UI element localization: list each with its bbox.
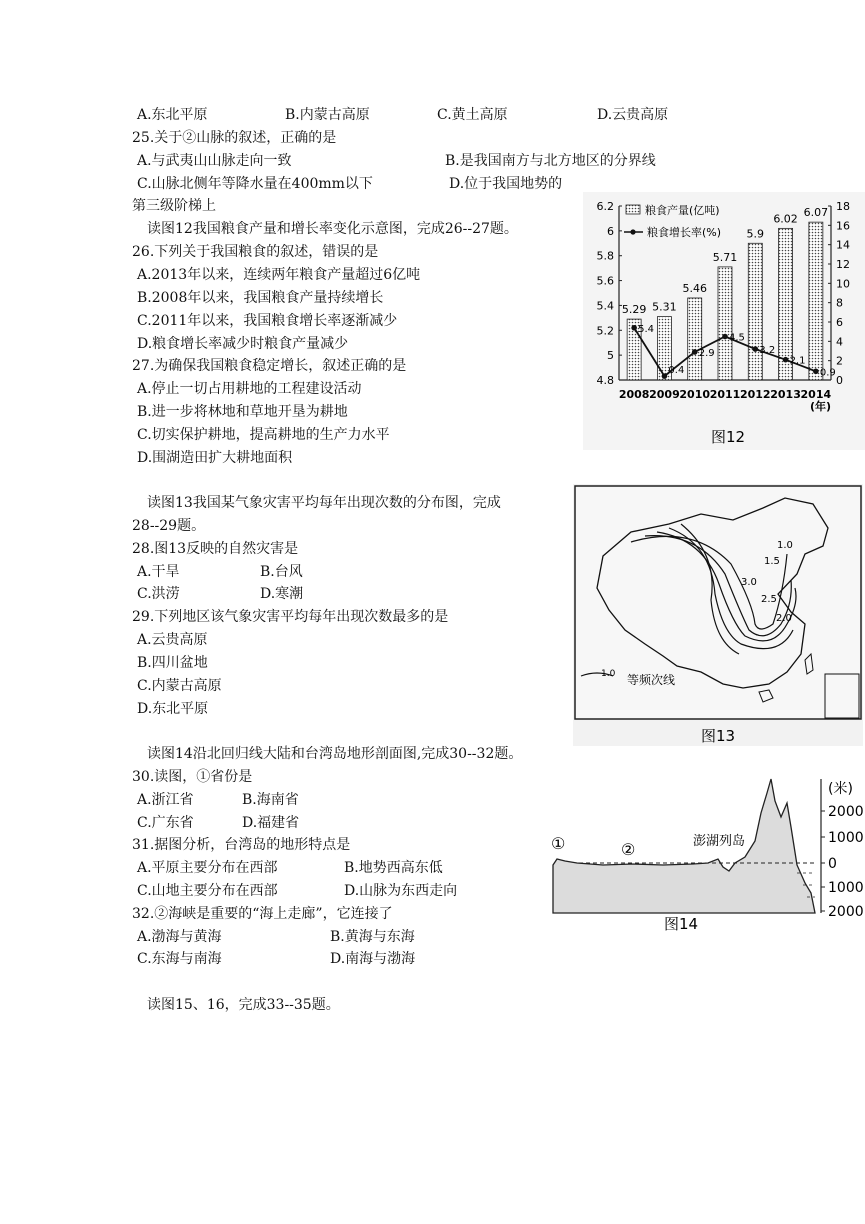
q29-option-b: B.四川盆地 <box>137 655 208 671</box>
q28-option-d: D.寒潮 <box>260 586 304 602</box>
q24-option-c: C.黄土高原 <box>437 107 508 123</box>
q29-option-a: A.云贵高原 <box>137 632 208 648</box>
growth-rate-label: 2.1 <box>789 355 806 367</box>
right-tick-label: 6 <box>836 316 843 329</box>
left-tick-label: 6.2 <box>596 200 614 213</box>
x-tick-label: 2014 <box>800 388 832 401</box>
right-tick-label: 18 <box>836 200 850 213</box>
x-tick-label: 2012 <box>739 388 771 401</box>
x-tick-label: 2010 <box>679 388 711 401</box>
isoline-label: 2.0 <box>776 613 792 624</box>
q31-stem: 31.据图分析，台湾岛的地形特点是 <box>132 837 351 853</box>
production-value-label: 6.02 <box>773 212 798 226</box>
growth-rate-label: 0.4 <box>668 365 685 377</box>
growth-rate-label: 3.2 <box>759 345 776 357</box>
production-bar <box>748 243 762 380</box>
fig13-intro-cont: 28--29题。 <box>132 518 206 534</box>
q29-option-d: D.东北平原 <box>137 701 209 717</box>
q28-option-a: A.干旱 <box>137 564 180 580</box>
production-bar <box>688 298 702 380</box>
q27-option-a: A.停止一切占用耕地的工程建设活动 <box>137 381 362 397</box>
q25-stem: 25.关于②山脉的叙述，正确的是 <box>132 130 337 146</box>
elevation-tick-label: 1000 <box>828 830 864 846</box>
right-tick-label: 0 <box>836 374 843 387</box>
x-tick-label: 2009 <box>649 388 680 401</box>
legend-value: 1.0 <box>601 669 616 679</box>
q25-option-d-cont: 第三级阶梯上 <box>132 198 216 214</box>
production-value-label: 5.46 <box>682 281 707 295</box>
q28-option-b: B.台风 <box>260 564 303 580</box>
q28-stem: 28.图13反映的自然灾害是 <box>132 541 299 557</box>
q24-option-b: B.内蒙古高原 <box>285 107 370 123</box>
x-tick-label: 2013 <box>770 388 801 401</box>
fig12-intro: 读图12我国粮食产量和增长率变化示意图，完成26--27题。 <box>147 221 518 237</box>
marker-1: ① <box>551 834 566 853</box>
production-value-label: 5.29 <box>621 303 647 317</box>
right-tick-label: 2 <box>836 354 843 368</box>
growth-rate-point <box>631 325 637 331</box>
land-profile <box>553 779 815 913</box>
q28-option-c: C.洪涝 <box>137 586 180 602</box>
q29-option-c: C.内蒙古高原 <box>137 678 222 694</box>
right-tick-label: 16 <box>836 219 850 233</box>
growth-rate-label: 5.4 <box>638 323 655 335</box>
figure-13-caption: 图13 <box>700 727 736 745</box>
legend-line-marker <box>630 229 635 234</box>
q32-option-d: D.南海与渤海 <box>330 951 416 967</box>
figure-12-caption: 图12 <box>710 428 746 446</box>
right-tick-label: 10 <box>836 277 850 291</box>
right-tick-label: 14 <box>836 238 850 252</box>
q32-option-a: A.渤海与黄海 <box>137 929 222 945</box>
q25-option-d: D.位于我国地势的 <box>449 176 563 192</box>
figure-14 <box>543 773 865 937</box>
q30-option-a: A.浙江省 <box>137 792 194 808</box>
q26-option-b: B.2008年以来，我国粮食产量持续增长 <box>137 290 384 306</box>
terrain-profile <box>543 773 865 937</box>
q25-option-a: A.与武夷山山脉走向一致 <box>137 153 292 169</box>
q26-option-d: D.粮食增长率减少时粮食产量减少 <box>137 336 349 352</box>
q25-option-b: B.是我国南方与北方地区的分界线 <box>445 153 656 169</box>
x-tick-label: 2008 <box>618 388 650 401</box>
q32-option-b: B.黄海与东海 <box>330 929 415 945</box>
growth-rate-point <box>813 369 819 375</box>
left-tick-label: 5.8 <box>596 249 614 263</box>
legend-bar-label: 粮食产量(亿吨) <box>645 204 720 217</box>
left-tick-label: 5 <box>607 349 614 363</box>
q27-option-b: B.进一步将林地和草地开垦为耕地 <box>137 404 348 420</box>
right-tick-label: 4 <box>836 335 843 349</box>
production-value-label: 5.71 <box>712 250 738 264</box>
q27-option-c: C.切实保护耕地，提高耕地的生产力水平 <box>137 427 390 443</box>
isoline-label: 1.5 <box>764 556 780 567</box>
marker-2: ② <box>621 840 636 859</box>
q25-option-c: C.山脉北侧年等降水量在400mm以下 <box>137 176 373 192</box>
x-tick-label: 2011 <box>709 388 741 401</box>
production-value-label: 5.31 <box>652 300 677 314</box>
elevation-unit: (米) <box>828 781 853 797</box>
growth-rate-label: 2.9 <box>698 347 715 359</box>
growth-rate-point <box>752 346 758 352</box>
legend-line-label: 粮食增长率(%) <box>647 226 722 239</box>
q26-stem: 26.下列关于我国粮食的叙述，错误的是 <box>132 244 379 260</box>
growth-rate-point <box>662 373 668 379</box>
elevation-tick-label: 0 <box>828 856 837 872</box>
fig15-intro: 读图15、16，完成33--35题。 <box>147 997 340 1013</box>
legend-label: 等频次线 <box>627 673 676 687</box>
q26-option-a: A.2013年以来，连续两年粮食产量超过6亿吨 <box>137 267 421 283</box>
left-tick-label: 5.4 <box>596 299 614 313</box>
q26-option-c: C.2011年以来，我国粮食增长率逐渐减少 <box>137 313 398 329</box>
q31-option-d: D.山脉为东西走向 <box>344 883 458 899</box>
left-tick-label: 5.6 <box>596 274 614 288</box>
figure-13 <box>573 484 863 746</box>
elevation-tick-label: 2000 <box>828 904 864 920</box>
left-tick-label: 4.8 <box>596 374 614 387</box>
growth-rate-label: 4.5 <box>729 332 745 344</box>
q24-option-a: A.东北平原 <box>137 107 208 123</box>
production-value-label: 6.07 <box>803 206 829 220</box>
x-axis-unit: (年) <box>810 400 832 413</box>
left-tick-label: 6 <box>607 224 614 238</box>
q32-option-c: C.东海与南海 <box>137 951 222 967</box>
q29-stem: 29.下列地区该气象灾害平均每年出现次数最多的是 <box>132 609 449 625</box>
left-tick-label: 5.2 <box>596 324 614 338</box>
q30-option-b: B.海南省 <box>242 792 299 808</box>
figure-12 <box>583 192 865 450</box>
fig14-intro: 读图14沿北回归线大陆和台湾岛地形剖面图,完成30--32题。 <box>147 746 523 762</box>
growth-rate-point <box>692 349 698 355</box>
q27-stem: 27.为确保我国粮食稳定增长，叙述正确的是 <box>132 358 407 374</box>
penghu-islands-label: 澎湖列岛 <box>693 834 746 849</box>
q30-option-d: D.福建省 <box>242 815 300 831</box>
q31-option-a: A.平原主要分布在西部 <box>137 860 278 876</box>
q32-stem: 32.②海峡是重要的“海上走廊”，它连接了 <box>132 906 393 922</box>
growth-rate-label: 0.9 <box>819 367 836 379</box>
elevation-tick-label: 1000 <box>828 880 864 896</box>
disaster-map <box>573 484 863 746</box>
growth-rate-point <box>783 357 789 363</box>
growth-rate-point <box>722 334 728 340</box>
q31-option-b: B.地势西高东低 <box>344 860 443 876</box>
q30-stem: 30.读图，①省份是 <box>132 769 253 785</box>
grain-chart <box>583 192 865 450</box>
production-bar <box>718 267 732 380</box>
fig13-intro: 读图13我国某气象灾害平均每年出现次数的分布图，完成 <box>147 495 501 511</box>
q31-option-c: C.山地主要分布在西部 <box>137 883 278 899</box>
q24-option-d: D.云贵高原 <box>597 107 669 123</box>
legend-bar-swatch <box>626 205 640 214</box>
isoline-label: 1.0 <box>777 540 793 551</box>
figure-14-caption: 图14 <box>663 915 699 933</box>
map-frame <box>575 486 861 719</box>
right-tick-label: 8 <box>836 296 843 310</box>
elevation-tick-label: 2000 <box>828 804 864 820</box>
isoline-label: 3.0 <box>741 577 757 588</box>
q27-option-d: D.围湖造田扩大耕地面积 <box>137 450 293 466</box>
production-bar <box>809 222 823 380</box>
right-tick-label: 12 <box>836 258 850 271</box>
q30-option-c: C.广东省 <box>137 815 194 831</box>
isoline-label: 2.5 <box>761 594 777 605</box>
production-value-label: 5.9 <box>746 227 765 241</box>
